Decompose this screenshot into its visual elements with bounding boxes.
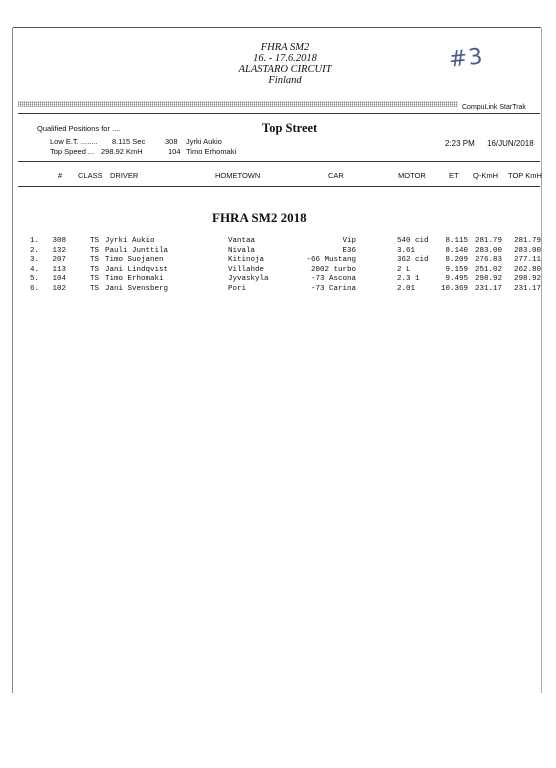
cell-hometown: Jyvaskyla bbox=[228, 275, 269, 284]
cell-motor: 2 L bbox=[397, 265, 411, 274]
cell-class: TS bbox=[90, 285, 100, 293]
cell-hometown: Pori bbox=[228, 285, 247, 293]
cell-top-kmh: 231.17 bbox=[513, 285, 541, 293]
cell-driver: Jani Svensberg bbox=[105, 285, 169, 293]
col-header-q-kmh: Q-KmH bbox=[473, 171, 498, 180]
cell-top-kmh: 281.79 bbox=[513, 237, 541, 245]
country-name: Finland bbox=[268, 75, 302, 86]
event-dates: 16. - 17.6.2018 bbox=[253, 53, 317, 64]
cell-top-kmh: 262.80 bbox=[513, 265, 541, 274]
qualified-title: Qualified Positions for .... bbox=[37, 124, 121, 133]
cell-motor: 362 cid bbox=[397, 256, 429, 265]
circuit-name: ALASTARO CIRCUIT bbox=[238, 64, 332, 75]
cell-car: -73 Carina bbox=[310, 285, 356, 293]
top-speed-value: 298.92 KmH bbox=[101, 147, 143, 156]
cell-hometown: Villahde bbox=[228, 265, 265, 274]
class-title: FHRA SM2 2018 bbox=[212, 210, 307, 225]
cell-top-kmh: 298.92 bbox=[513, 275, 541, 284]
col-header-hometown: HOMETOWN bbox=[215, 171, 261, 180]
dotted-separator bbox=[18, 101, 458, 107]
col-header-et: ET bbox=[449, 171, 459, 180]
columns-top-rule bbox=[18, 161, 540, 162]
cell-class: TS bbox=[90, 246, 100, 255]
report-date: 16/JUN/2018 bbox=[487, 139, 534, 148]
cell-car: Vip bbox=[342, 237, 356, 245]
top-speed-label: Top Speed ... bbox=[50, 147, 95, 156]
cell-class: TS bbox=[90, 265, 100, 274]
top-speed-car: 104 bbox=[168, 147, 181, 156]
series-title: FHRA SM2 bbox=[260, 42, 310, 53]
cell-hometown: Nivala bbox=[228, 246, 256, 255]
low-et-label: Low E.T. ........ bbox=[50, 137, 98, 146]
cell-driver: Timo Suojanen bbox=[105, 256, 164, 265]
cell-et: 8.115 bbox=[445, 237, 468, 245]
low-et-car: 308 bbox=[165, 137, 178, 146]
cell-car: E36 bbox=[342, 246, 356, 255]
cell-q-kmh: 231.17 bbox=[474, 285, 502, 293]
cell-top-kmh: 277.11 bbox=[513, 256, 541, 265]
cell-class: TS bbox=[90, 256, 100, 265]
software-brand: CompuLink StarTrak bbox=[462, 104, 526, 111]
top-speed-driver: Timo Erhomaki bbox=[186, 147, 237, 156]
col-header-car: CAR bbox=[328, 171, 344, 180]
cell-position: 3. bbox=[30, 256, 40, 265]
cell-et: 9.495 bbox=[445, 275, 468, 284]
cell-hometown: Vantaa bbox=[228, 237, 256, 245]
cell-driver: Jyrki Aukio bbox=[105, 237, 155, 245]
cell-driver: Timo Erhomaki bbox=[105, 275, 164, 284]
col-header-driver: DRIVER bbox=[110, 171, 139, 180]
cell-car-number: 102 bbox=[52, 285, 66, 293]
cell-hometown: Kitinoja bbox=[228, 256, 265, 265]
cell-q-kmh: 281.79 bbox=[474, 237, 502, 245]
cell-position: 6. bbox=[30, 285, 40, 293]
cell-motor: 2.3 1 bbox=[397, 275, 420, 284]
cell-et: 8.209 bbox=[445, 256, 468, 265]
cell-top-kmh: 283.00 bbox=[513, 246, 541, 255]
cell-class: TS bbox=[90, 275, 100, 284]
handwritten-page-number: #3 bbox=[447, 44, 485, 73]
col-header-motor: MOTOR bbox=[398, 171, 426, 180]
cell-q-kmh: 276.83 bbox=[474, 256, 502, 265]
cell-position: 5. bbox=[30, 275, 40, 284]
page-top-border bbox=[13, 27, 541, 28]
event-name: Top Street bbox=[262, 121, 318, 135]
cell-car-number: 207 bbox=[52, 256, 66, 265]
cell-class: TS bbox=[90, 237, 100, 245]
cell-motor: 540 cid bbox=[397, 237, 429, 245]
cell-driver: Pauli Junttila bbox=[105, 246, 169, 255]
cell-motor: 2.01 bbox=[397, 285, 416, 293]
cell-et: 9.159 bbox=[445, 265, 468, 274]
col-header-top-kmh: TOP KmH bbox=[508, 171, 542, 180]
col-header-class: CLASS bbox=[78, 171, 103, 180]
cell-position: 4. bbox=[30, 265, 40, 274]
cell-et: 8.140 bbox=[445, 246, 468, 255]
cell-motor: 3.61 bbox=[397, 246, 416, 255]
report-time: 2:23 PM bbox=[445, 139, 475, 148]
cell-car: -73 Ascona bbox=[310, 275, 356, 284]
page-right-border bbox=[541, 28, 542, 693]
col-header-number: # bbox=[58, 171, 63, 180]
page-left-border bbox=[12, 28, 13, 693]
cell-car-number: 104 bbox=[52, 275, 66, 284]
cell-driver: Jani Lindqvist bbox=[105, 265, 169, 274]
cell-position: 1. bbox=[30, 237, 40, 245]
cell-car: -66 Mustang bbox=[306, 256, 356, 265]
cell-car-number: 132 bbox=[52, 246, 66, 255]
cell-car: 2002 turbo bbox=[310, 265, 356, 274]
cell-car-number: 113 bbox=[52, 265, 66, 274]
header-rule bbox=[18, 113, 540, 114]
cell-position: 2. bbox=[30, 246, 40, 255]
cell-q-kmh: 251.02 bbox=[474, 265, 502, 274]
cell-car-number: 308 bbox=[52, 237, 66, 245]
cell-et: 10.369 bbox=[440, 285, 468, 293]
event-header bbox=[200, 42, 370, 86]
cell-q-kmh: 283.00 bbox=[474, 246, 502, 255]
cell-q-kmh: 298.92 bbox=[474, 275, 502, 284]
low-et-driver: Jyrki Aukio bbox=[186, 137, 222, 146]
low-et-value: 8.115 Sec bbox=[112, 137, 146, 146]
columns-bottom-rule bbox=[18, 186, 540, 187]
